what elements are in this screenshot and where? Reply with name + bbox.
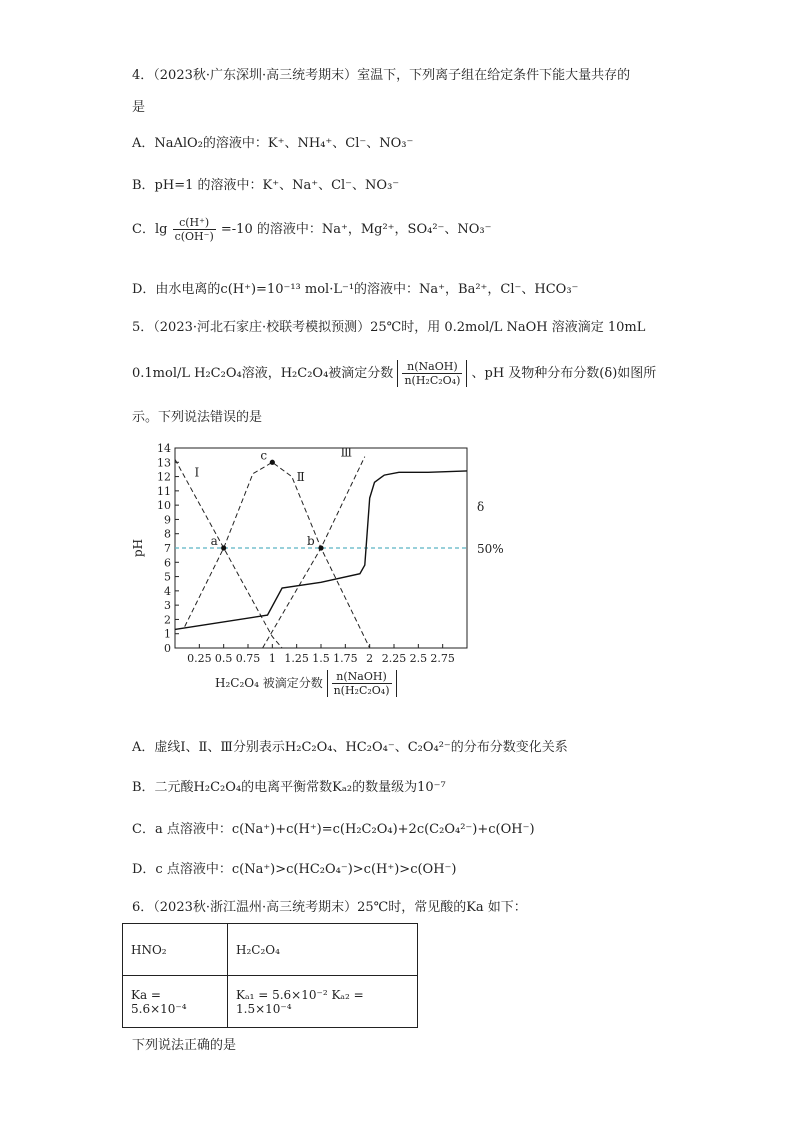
y-tick-label: 13 — [157, 456, 171, 470]
point-label-b: b — [307, 534, 315, 548]
q5-stem-frac-den: n(H₂C₂O₄) — [404, 374, 461, 387]
chart-x-label-den: n(H₂C₂O₄) — [333, 684, 390, 697]
x-tick-label: 0.25 — [187, 652, 212, 665]
x-tick-label: 2 — [366, 652, 374, 665]
x-tick-label: 1.25 — [284, 652, 309, 665]
q5-stem-line1: 5．（2023·河北石家庄·校联考模拟预测）25℃时，用 0.2mol/L NaOH 溶液滴定 10mL — [132, 320, 646, 335]
chart-x-label-fraction — [332, 670, 392, 697]
ka-table-value-h2c2o4: Kₐ₁ = 5.6×10⁻² Kₐ₂ = 1.5×10⁻⁴ — [228, 976, 418, 1028]
chart-x-label-bracket — [327, 670, 397, 697]
q4-option-c-fraction — [173, 216, 216, 243]
y-tick-label: 0 — [164, 642, 171, 655]
point-label-a: a — [210, 534, 218, 548]
y-tick-label: 6 — [164, 556, 171, 570]
y-tick-label: 2 — [164, 613, 171, 627]
chart-x-label-num: n(NaOH) — [332, 670, 392, 684]
q5-option-b: B．二元酸H₂C₂O₄的电离平衡常数Kₐ₂的数量级为10⁻⁷ — [132, 780, 446, 795]
x-tick-label: 0.5 — [214, 652, 233, 665]
q4-option-c-num: c(H⁺) — [173, 216, 216, 230]
y-tick-label: 7 — [164, 542, 171, 555]
series-III-line — [263, 457, 365, 648]
x-tick-label: 1 — [268, 652, 276, 665]
q4-option-c-prefix: C．lg — [132, 222, 168, 237]
y-tick-label: 3 — [164, 599, 171, 613]
q4-stem-line2: 是 — [132, 100, 146, 115]
x-tick-label: 2.25 — [381, 652, 407, 665]
q4-option-c-suffix: =-10 的溶液中：Na⁺，Mg²⁺，SO₄²⁻、NO₃⁻ — [220, 222, 492, 237]
q5-stem-line2-prefix: 0.1mol/L H₂C₂O₄溶液，H₂C₂O₄被滴定分数 — [132, 366, 394, 381]
right-axis-tick: 50% — [477, 542, 504, 556]
point-a — [221, 545, 226, 550]
q5-stem-line3: 示。下列说法错误的是 — [132, 410, 263, 425]
series-I-label: Ⅰ — [194, 465, 200, 480]
q5-stem-frac-num: n(NaOH) — [402, 360, 462, 374]
point-c — [270, 460, 275, 465]
q5-stem-line2-suffix: 、pH 及物种分布分数(δ)如图所 — [471, 366, 657, 381]
point-b — [318, 545, 323, 550]
q6-stem: 6．（2023秋·浙江温州·高三统考期末）25℃时，常见酸的Ka 如下： — [132, 900, 527, 915]
ka-table-header-row — [123, 924, 418, 976]
ka-table-value-hno2: Ka = 5.6×10⁻⁴ — [123, 976, 228, 1028]
series-II-line — [185, 462, 370, 648]
q6-follow: 下列说法正确的是 — [132, 1038, 237, 1053]
y-tick-label: 4 — [164, 584, 171, 598]
q4-option-d: D．由水电离的c(H⁺)=10⁻¹³ mol·L⁻¹的溶液中：Na⁺，Ba²⁺，Cl⁻、HCO₃⁻ — [132, 282, 579, 297]
q4-option-a: A．NaAlO₂的溶液中：K⁺、NH₄⁺、Cl⁻、NO₃⁻ — [132, 136, 414, 151]
right-axis-label: δ — [477, 499, 485, 514]
y-tick-label: 10 — [157, 499, 171, 513]
q5-stem-bracket — [397, 360, 467, 387]
chart-x-label — [215, 670, 397, 697]
x-tick-label: 1.75 — [333, 652, 358, 665]
x-tick-label: 1.5 — [312, 652, 330, 665]
ka-table — [122, 923, 418, 1028]
y-tick-label: 14 — [157, 442, 171, 455]
ka-table-value-row — [123, 976, 418, 1028]
q5-stem-line2 — [132, 360, 656, 387]
y-tick-label: 11 — [157, 484, 171, 498]
series-III-label: Ⅲ — [340, 445, 353, 460]
y-tick-label: 5 — [164, 570, 171, 584]
x-tick-label: 2.75 — [430, 652, 455, 665]
q4-option-b: B．pH=1 的溶液中：K⁺、Na⁺、Cl⁻、NO₃⁻ — [132, 178, 400, 193]
q5-option-c: C．a 点溶液中：c(Na⁺)+c(H⁺)=c(H₂C₂O₄)+2c(C₂O₄²⁻)+c(OH⁻) — [132, 822, 535, 837]
q5-option-a: A．虚线Ⅰ、Ⅱ、Ⅲ分别表示H₂C₂O₄、HC₂O₄⁻、C₂O₄²⁻的分布分数变化关系 — [132, 740, 568, 755]
series-I-line — [175, 459, 282, 648]
x-tick-label: 2.5 — [409, 652, 428, 665]
q5-option-d: D．c 点溶液中：c(Na⁺)>c(HC₂O₄⁻)>c(H⁺)>c(OH⁻) — [132, 862, 457, 877]
y-tick-label: 1 — [164, 627, 171, 641]
q4-stem-line1: 4．（2023秋·广东深圳·高三统考期末）室温下，下列离子组在给定条件下能大量共存的 — [132, 68, 631, 83]
q4-option-c — [132, 216, 492, 243]
q4-option-c-den: c(OH⁻) — [174, 230, 214, 243]
y-tick-label: 8 — [164, 527, 171, 541]
ka-table-header-h2c2o4: H₂C₂O₄ — [228, 924, 418, 976]
ka-table-header-hno2: HNO₂ — [123, 924, 228, 976]
chart-x-label-prefix: H₂C₂O₄ 被滴定分数 — [215, 676, 323, 690]
point-label-c: c — [260, 448, 268, 463]
x-tick-label: 0.75 — [235, 652, 261, 665]
y-axis-label: pH — [131, 538, 145, 558]
y-tick-label: 9 — [164, 513, 171, 527]
q5-stem-fraction — [402, 360, 462, 387]
series-II-label: Ⅱ — [296, 469, 305, 484]
y-tick-label: 12 — [157, 470, 171, 484]
